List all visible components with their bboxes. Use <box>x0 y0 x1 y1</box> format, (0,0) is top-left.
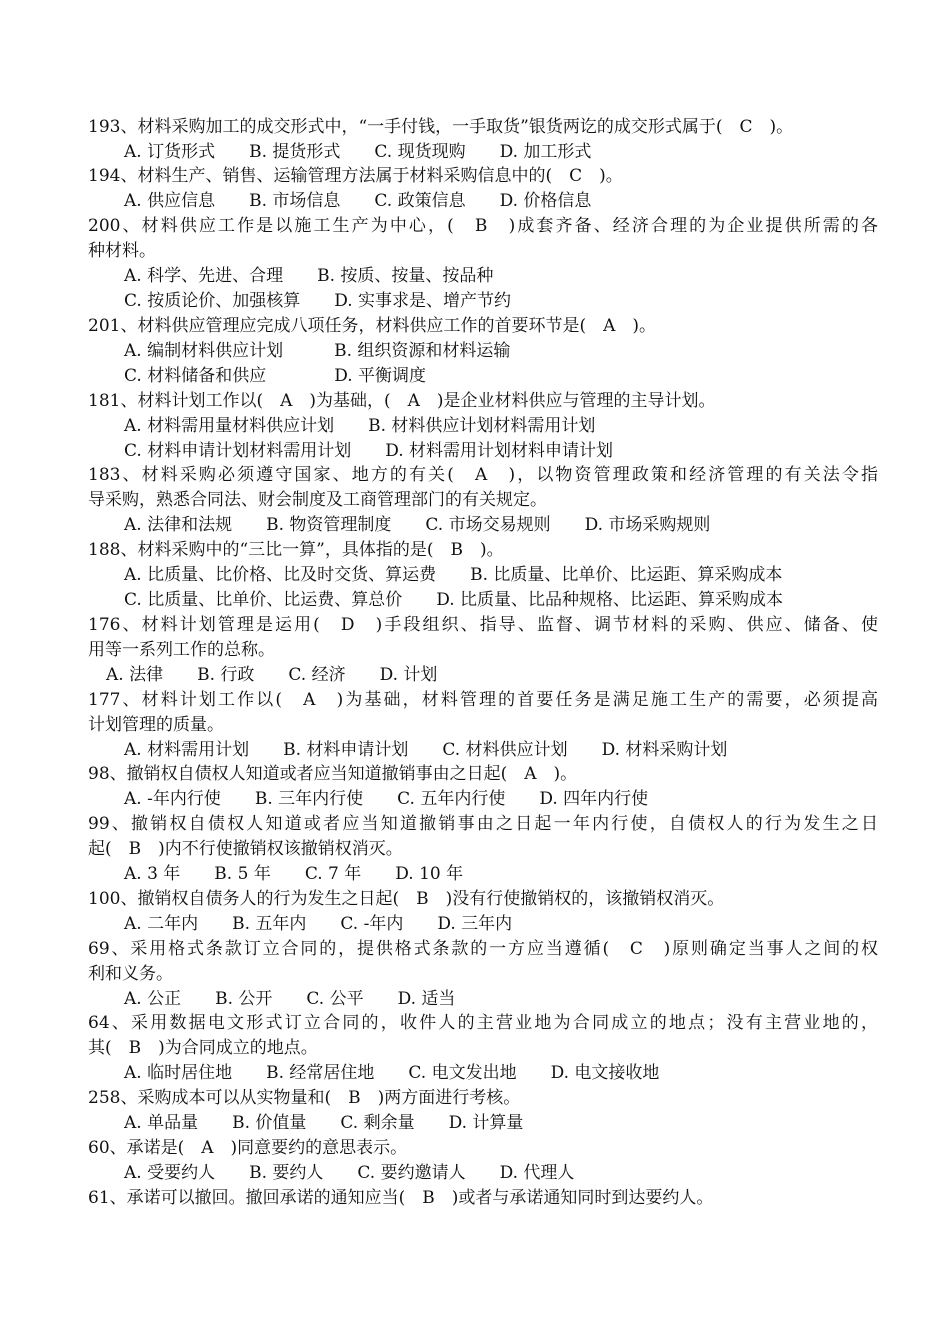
question-69-cont: 利和义务。 <box>88 964 173 984</box>
question-194: 194、材料生产、销售、运输管理方法属于材料采购信息中的( C )。 <box>88 166 623 186</box>
question-193: 193、材料采购加工的成交形式中，“一手付钱，一手取货”银货两讫的成交形式属于( C )。 <box>88 117 794 137</box>
question-200-cont: 种材料。 <box>88 241 156 261</box>
question-183-cont: 导采购，熟悉合同法、财会制度及工商管理部门的有关规定。 <box>88 490 547 510</box>
question-60: 60、承诺是( A )同意要约的意思表示。 <box>88 1138 408 1158</box>
question-258: 258、采购成本可以从实物量和( B )两方面进行考核。 <box>88 1088 521 1108</box>
options-258: A. 单品量 B. 价值量 C. 剩余量 D. 计算量 <box>124 1113 524 1133</box>
question-99: 99、撤销权自债权人知道或者应当知道撤销事由之日起一年内行使，自债权人的行为发生之日 <box>88 814 878 834</box>
options-181-ab: A. 材料需用量材料供应计划 B. 材料供应计划材料需用计划 <box>124 416 596 436</box>
question-177-cont: 计划管理的质量。 <box>88 715 224 735</box>
options-188-ab: A. 比质量、比价格、比及时交货、算运费 B. 比质量、比单价、比运距、算采购成本 <box>124 565 783 585</box>
question-177: 177、材料计划工作以( A )为基础，材料管理的首要任务是满足施工生产的需要，必须提高 <box>88 690 878 710</box>
options-98: A. -年内行使 B. 三年内行使 C. 五年内行使 D. 四年内行使 <box>124 789 649 809</box>
options-183: A. 法律和法规 B. 物资管理制度 C. 市场交易规则 D. 市场采购规则 <box>124 515 711 535</box>
options-201-ab: A. 编制材料供应计划 B. 组织资源和材料运输 <box>124 341 511 361</box>
options-69: A. 公正 B. 公开 C. 公平 D. 适当 <box>124 989 456 1009</box>
options-188-cd: C. 比质量、比单价、比运费、算总价 D. 比质量、比品种规格、比运距、算采购成本 <box>124 590 784 610</box>
options-200-ab: A. 科学、先进、合理 B. 按质、按量、按品种 <box>124 266 494 286</box>
question-99-cont: 起( B )内不行使撤销权该撤销权消灭。 <box>88 839 403 859</box>
question-176: 176、材料计划管理是运用( D )手段组织、指导、监督、调节材料的采购、供应、储备、使 <box>88 615 878 635</box>
question-69: 69、采用格式条款订立合同的，提供格式条款的一方应当遵循( C )原则确定当事人之间的权 <box>88 939 878 959</box>
options-201-cd: C. 材料储备和供应 D. 平衡调度 <box>124 366 427 386</box>
options-60: A. 受要约人 B. 要约人 C. 要约邀请人 D. 代理人 <box>124 1163 575 1183</box>
options-100: A. 二年内 B. 五年内 C. -年内 D. 三年内 <box>124 914 513 934</box>
options-176: A. 法律 B. 行政 C. 经济 D. 计划 <box>106 665 438 685</box>
question-98: 98、撤销权自债权人知道或者应当知道撤销事由之日起( A )。 <box>88 764 578 784</box>
options-193: A. 订货形式 B. 提货形式 C. 现货现购 D. 加工形式 <box>124 142 592 162</box>
options-99: A. 3 年 B. 5 年 C. 7 年 D. 10 年 <box>124 864 464 884</box>
question-200: 200、材料供应工作是以施工生产为中心，( B )成套齐备、经济合理的为企业提供所需的各 <box>88 216 878 236</box>
options-181-cd: C. 材料申请计划材料需用计划 D. 材料需用计划材料申请计划 <box>124 441 614 461</box>
options-200-cd: C. 按质论价、加强核算 D. 实事求是、增产节约 <box>124 291 512 311</box>
question-183: 183、材料采购必须遵守国家、地方的有关( A )，以物资管理政策和经济管理的有关法令指 <box>88 465 878 485</box>
question-61: 61、承诺可以撤回。撤回承诺的通知应当( B )或者与承诺通知同时到达要约人。 <box>88 1188 714 1208</box>
options-177: A. 材料需用计划 B. 材料申请计划 C. 材料供应计划 D. 材料采购计划 <box>124 740 728 760</box>
options-194: A. 供应信息 B. 市场信息 C. 政策信息 D. 价格信息 <box>124 191 592 211</box>
question-176-cont: 用等一系列工作的总称。 <box>88 640 275 660</box>
question-64: 64、采用数据电文形式订立合同的，收件人的主营业地为合同成立的地点；没有主营业地的， <box>88 1013 878 1033</box>
question-181: 181、材料计划工作以( A )为基础，( A )是企业材料供应与管理的主导计划。 <box>88 391 716 411</box>
question-100: 100、撤销权自债务人的行为发生之日起( B )没有行使撤销权的，该撤销权消灭。 <box>88 889 725 909</box>
question-64-cont: 其( B )为合同成立的地点。 <box>88 1038 318 1058</box>
question-188: 188、材料采购中的“三比一算”，具体指的是( B )。 <box>88 540 504 560</box>
options-64: A. 临时居住地 B. 经常居住地 C. 电文发出地 D. 电文接收地 <box>124 1063 660 1083</box>
question-201: 201、材料供应管理应完成八项任务，材料供应工作的首要环节是( A )。 <box>88 316 656 336</box>
